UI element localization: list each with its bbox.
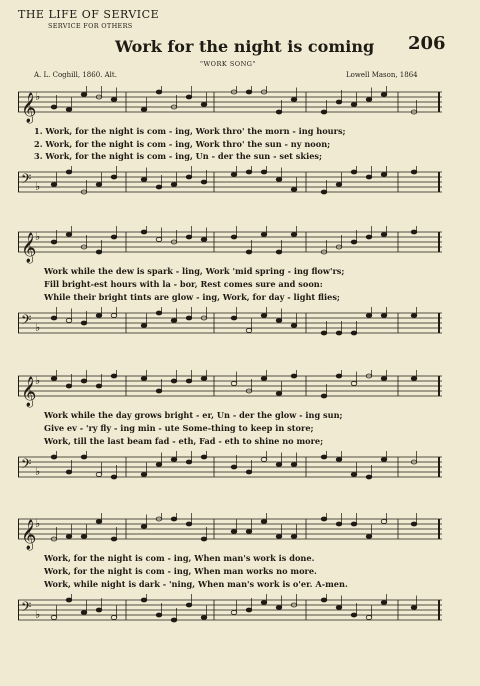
- lyric-line: Work while the dew is spark - ling, Work 'mid spring - ing flow'rs;: [44, 266, 345, 276]
- lyric-line: Work while the day grows bright - er, Un - der the glow - ing sun;: [44, 410, 343, 420]
- note-head: [411, 230, 417, 234]
- note-head: [66, 535, 72, 539]
- note-head: [321, 110, 327, 114]
- note-head: [291, 535, 297, 539]
- note-head: [231, 611, 237, 615]
- note-head: [231, 382, 237, 386]
- note-head: [351, 613, 357, 617]
- note-head: [366, 235, 372, 239]
- note-head: [246, 329, 252, 333]
- note-head: [51, 183, 57, 187]
- note-head: [411, 377, 417, 381]
- bass-staff-system-2: [18, 307, 442, 347]
- author-credit: A. L. Coghill, 1860. Alt.: [34, 71, 117, 79]
- note-head: [186, 95, 192, 99]
- bass-staff-system-4: [18, 594, 442, 634]
- note-head: [171, 319, 177, 323]
- note-head: [351, 103, 357, 107]
- treble-clef-icon: 𝄞: [21, 233, 37, 263]
- note-head: [51, 616, 57, 620]
- note-head: [381, 458, 387, 462]
- hymn-number: 206: [408, 33, 446, 54]
- note-head: [201, 180, 207, 184]
- note-head: [381, 233, 387, 237]
- lyric-line: 1. Work, for the night is com - ing, Work thro' the morn - ing hours;: [34, 126, 346, 136]
- note-head: [186, 603, 192, 607]
- note-head: [366, 314, 372, 318]
- note-head: [66, 319, 72, 323]
- note-head: [96, 520, 102, 524]
- treble-staff-system-4: [18, 513, 442, 553]
- note-head: [141, 108, 147, 112]
- note-head: [321, 517, 327, 521]
- note-head: [351, 170, 357, 174]
- note-head: [51, 377, 57, 381]
- note-head: [201, 455, 207, 459]
- note-head: [51, 240, 57, 244]
- note-head: [246, 530, 252, 534]
- lyric-line: Give ev - 'ry fly - ing min - ute Some-thing to keep in store;: [44, 423, 314, 433]
- note-head: [186, 235, 192, 239]
- flat-icon: ♭: [35, 90, 41, 103]
- note-head: [66, 384, 72, 388]
- note-head: [201, 238, 207, 242]
- note-head: [171, 618, 177, 622]
- flat-icon: ♭: [35, 321, 41, 334]
- note-head: [201, 103, 207, 107]
- note-head: [321, 190, 327, 194]
- note-head: [231, 173, 237, 177]
- hymn-title: Work for the night is coming: [115, 37, 375, 56]
- note-head: [156, 238, 162, 242]
- note-head: [246, 90, 252, 94]
- note-head: [336, 458, 342, 462]
- treble-clef-icon: 𝄞: [21, 377, 37, 407]
- note-head: [111, 537, 117, 541]
- lyric-line: Work, for the night is com - ing, When man's work is done.: [44, 553, 315, 563]
- lyric-line: 2. Work, for the night is com - ing, Work thro' the sun - ny noon;: [34, 139, 331, 149]
- note-head: [66, 598, 72, 602]
- note-head: [141, 324, 147, 328]
- note-head: [51, 105, 57, 109]
- note-head: [351, 473, 357, 477]
- note-head: [351, 382, 357, 386]
- note-head: [351, 240, 357, 244]
- flat-icon: ♭: [35, 374, 41, 387]
- note-head: [411, 522, 417, 526]
- treble-staff-system-3: [18, 370, 442, 410]
- note-head: [411, 606, 417, 610]
- bass-clef-icon: 𝄢: [21, 599, 32, 618]
- note-head: [291, 324, 297, 328]
- composer-credit: Lowell Mason, 1864: [346, 71, 418, 79]
- note-head: [96, 384, 102, 388]
- note-head: [381, 601, 387, 605]
- note-head: [276, 319, 282, 323]
- note-head: [111, 235, 117, 239]
- note-head: [81, 379, 87, 383]
- note-head: [96, 314, 102, 318]
- note-head: [366, 475, 372, 479]
- note-head: [186, 522, 192, 526]
- note-head: [261, 233, 267, 237]
- note-head: [186, 316, 192, 320]
- note-head: [171, 183, 177, 187]
- note-head: [96, 183, 102, 187]
- note-head: [261, 377, 267, 381]
- note-head: [381, 520, 387, 524]
- note-head: [231, 465, 237, 469]
- note-head: [276, 178, 282, 182]
- note-head: [156, 311, 162, 315]
- treble-staff-system-1: [18, 86, 442, 126]
- note-head: [411, 314, 417, 318]
- note-head: [276, 250, 282, 254]
- note-head: [201, 616, 207, 620]
- treble-clef-icon: 𝄞: [21, 520, 37, 550]
- note-head: [51, 455, 57, 459]
- note-head: [321, 394, 327, 398]
- bass-staff-system-1: [18, 166, 442, 206]
- note-head: [336, 522, 342, 526]
- note-head: [246, 250, 252, 254]
- note-head: [141, 377, 147, 381]
- note-head: [291, 233, 297, 237]
- note-head: [321, 598, 327, 602]
- note-head: [351, 522, 357, 526]
- bass-clef-icon: 𝄢: [21, 456, 32, 475]
- note-head: [156, 90, 162, 94]
- note-head: [336, 100, 342, 104]
- note-head: [66, 470, 72, 474]
- note-head: [336, 374, 342, 378]
- note-head: [111, 374, 117, 378]
- note-head: [261, 458, 267, 462]
- note-head: [186, 460, 192, 464]
- bass-clef-icon: 𝄢: [21, 312, 32, 331]
- bass-clef-icon: 𝄢: [21, 171, 32, 190]
- note-head: [321, 455, 327, 459]
- lyric-line: 3. Work, for the night is com - ing, Un - der the sun - set skies;: [34, 151, 323, 161]
- note-head: [201, 377, 207, 381]
- note-head: [81, 455, 87, 459]
- flat-icon: ♭: [35, 465, 41, 478]
- note-head: [321, 331, 327, 335]
- flat-icon: ♭: [35, 180, 41, 193]
- note-head: [111, 616, 117, 620]
- note-head: [141, 230, 147, 234]
- note-head: [381, 314, 387, 318]
- note-head: [156, 463, 162, 467]
- note-head: [186, 379, 192, 383]
- note-head: [366, 535, 372, 539]
- note-head: [291, 374, 297, 378]
- note-head: [261, 314, 267, 318]
- treble-staff-system-2: [18, 226, 442, 266]
- tune-name: "WORK SONG": [200, 60, 256, 68]
- note-head: [231, 235, 237, 239]
- note-head: [141, 473, 147, 477]
- note-head: [201, 537, 207, 541]
- note-head: [231, 316, 237, 320]
- note-head: [336, 183, 342, 187]
- lyric-line: Work, till the last beam fad - eth, Fad - eth to shine no more;: [44, 436, 324, 446]
- note-head: [141, 178, 147, 182]
- note-head: [81, 611, 87, 615]
- lyric-line: Work, for the night is com - ing, When man works no more.: [44, 566, 317, 576]
- note-head: [291, 463, 297, 467]
- lyric-line: Work, while night is dark - 'ning, When man's work is o'er. A-men.: [44, 579, 348, 589]
- flat-icon: ♭: [35, 517, 41, 530]
- note-head: [351, 331, 357, 335]
- note-head: [291, 98, 297, 102]
- note-head: [246, 470, 252, 474]
- note-head: [81, 93, 87, 97]
- note-head: [141, 598, 147, 602]
- note-head: [261, 520, 267, 524]
- note-head: [51, 316, 57, 320]
- note-head: [156, 613, 162, 617]
- lyric-line: While their bright tints are glow - ing, Work, for day - light flies;: [44, 292, 340, 302]
- note-head: [366, 98, 372, 102]
- note-head: [111, 98, 117, 102]
- note-head: [246, 170, 252, 174]
- note-head: [276, 606, 282, 610]
- note-head: [381, 377, 387, 381]
- section-title: THE LIFE OF SERVICE: [18, 8, 160, 21]
- note-head: [381, 173, 387, 177]
- note-head: [186, 175, 192, 179]
- section-subtitle: SERVICE FOR OTHERS: [48, 22, 133, 30]
- treble-clef-icon: 𝄞: [21, 93, 37, 123]
- note-head: [366, 175, 372, 179]
- note-head: [96, 608, 102, 612]
- note-head: [231, 530, 237, 534]
- note-head: [276, 110, 282, 114]
- note-head: [291, 188, 297, 192]
- note-head: [96, 473, 102, 477]
- note-head: [171, 458, 177, 462]
- note-head: [66, 170, 72, 174]
- lyric-line: Fill bright-est hours with la - bor, Rest comes sure and soon:: [44, 279, 323, 289]
- note-head: [66, 233, 72, 237]
- note-head: [81, 535, 87, 539]
- note-head: [111, 314, 117, 318]
- note-head: [261, 170, 267, 174]
- note-head: [276, 463, 282, 467]
- note-head: [111, 175, 117, 179]
- note-head: [171, 379, 177, 383]
- note-head: [66, 108, 72, 112]
- note-head: [141, 525, 147, 529]
- note-head: [171, 517, 177, 521]
- note-head: [411, 170, 417, 174]
- note-head: [336, 606, 342, 610]
- note-head: [246, 608, 252, 612]
- note-head: [96, 250, 102, 254]
- note-head: [366, 616, 372, 620]
- note-head: [156, 389, 162, 393]
- bass-staff-system-3: [18, 451, 442, 491]
- note-head: [276, 392, 282, 396]
- flat-icon: ♭: [35, 230, 41, 243]
- note-head: [336, 331, 342, 335]
- note-head: [81, 321, 87, 325]
- note-head: [261, 601, 267, 605]
- note-head: [381, 93, 387, 97]
- note-head: [111, 475, 117, 479]
- note-head: [276, 535, 282, 539]
- note-head: [156, 185, 162, 189]
- flat-icon: ♭: [35, 608, 41, 621]
